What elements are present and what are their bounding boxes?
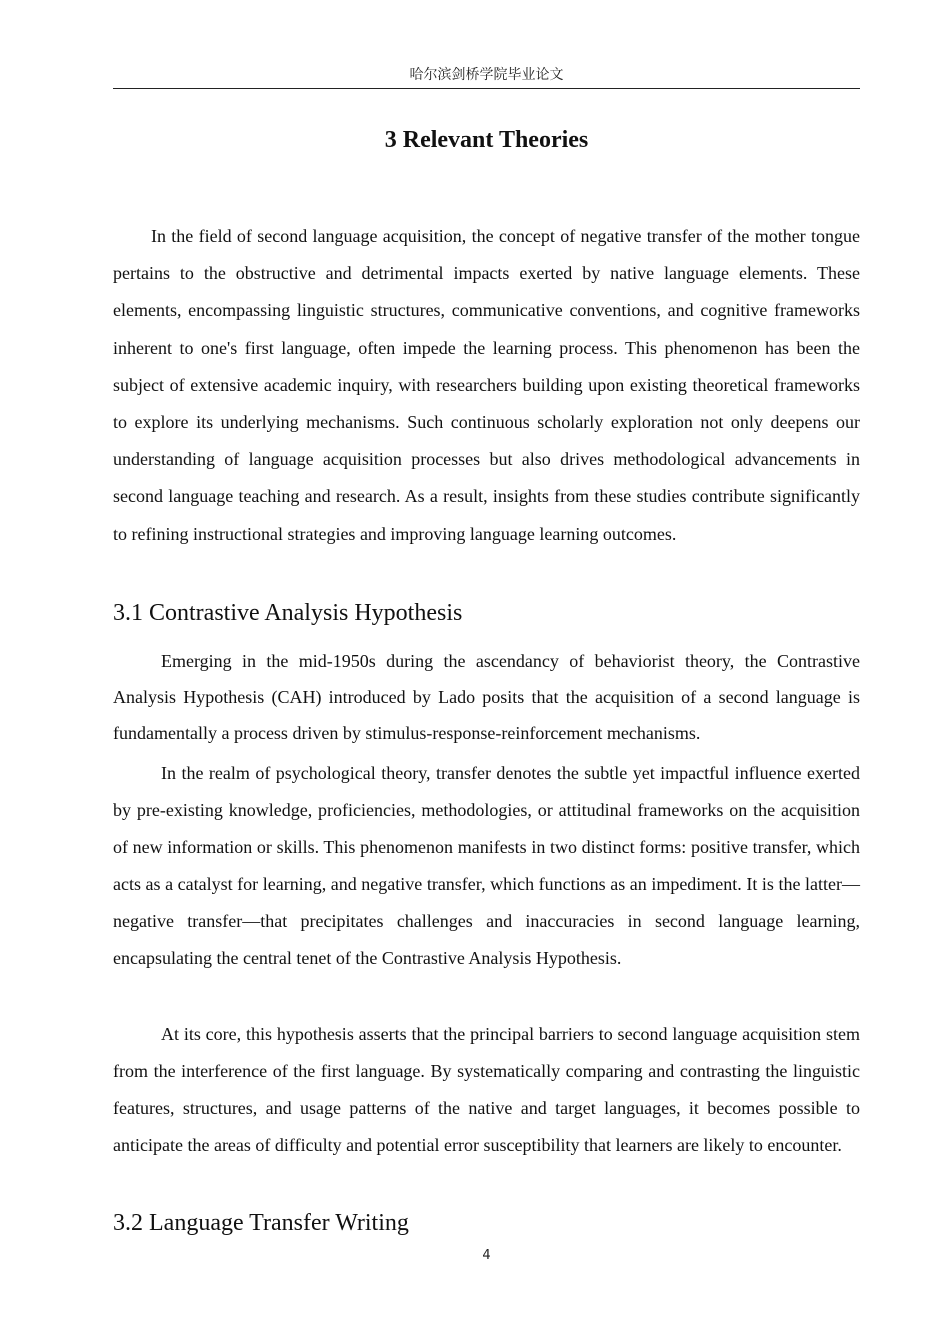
section-heading-3-2: 3.2 Language Transfer Writing: [113, 1210, 409, 1236]
running-header: 哈尔滨剑桥学院毕业论文: [409, 67, 564, 83]
chapter-title: 3 Relevant Theories: [384, 127, 589, 153]
cah-paragraph-3: At its core, this hypothesis asserts that the principal barriers to second language acquisition stem from the interference of the first language. By systematically comparing and contrasting the linguistic features, structures, and usage patterns of the native and target languages, it becomes possible to anticipate the areas of difficulty and potential error susceptibility that learners are likely to encounter.: [113, 1024, 860, 1155]
page-number: 4: [482, 1248, 491, 1263]
cah-paragraph-2: In the realm of psychological theory, transfer denotes the subtle yet impactful influence exerted by pre-existing knowledge, proficiencies, methodologies, or attitudinal frameworks on the acquisition of new information or skills. This phenomenon manifests in two distinct forms: positive transfer, which acts as a catalyst for learning, and negative transfer, which functions as an impediment. It is the latter—negative transfer—that precipitates challenges and inaccuracies in second language learning, encapsulating the central tenet of the Contrastive Analysis Hypothesis.: [113, 763, 860, 969]
section-heading-3-1: 3.1 Contrastive Analysis Hypothesis: [113, 600, 463, 626]
intro-paragraph: In the field of second language acquisition, the concept of negative transfer of the mother tongue pertains to the obstructive and detrimental impacts exerted by native language elements. These elements, encompassing linguistic structures, communicative conventions, and cognitive frameworks inherent to one's first language, often impede the learning process. This phenomenon has been the subject of extensive academic inquiry, with researchers building upon existing theoretical frameworks to explore its underlying mechanisms. Such continuous scholarly exploration not only deepens our understanding of language acquisition processes but also drives methodological advancements in second language teaching and research. As a result, insights from these studies contribute significantly to refining instructional strategies and improving language learning outcomes.: [113, 226, 860, 544]
header-rule: [113, 88, 860, 89]
cah-paragraph-1: Emerging in the mid-1950s during the ascendancy of behaviorist theory, the Contrastive Analysis Hypothesis (CAH) introduced by Lado posits that the acquisition of a second language is fundamentally a process driven by stimulus-response-reinforcement mechanisms.: [113, 651, 860, 743]
